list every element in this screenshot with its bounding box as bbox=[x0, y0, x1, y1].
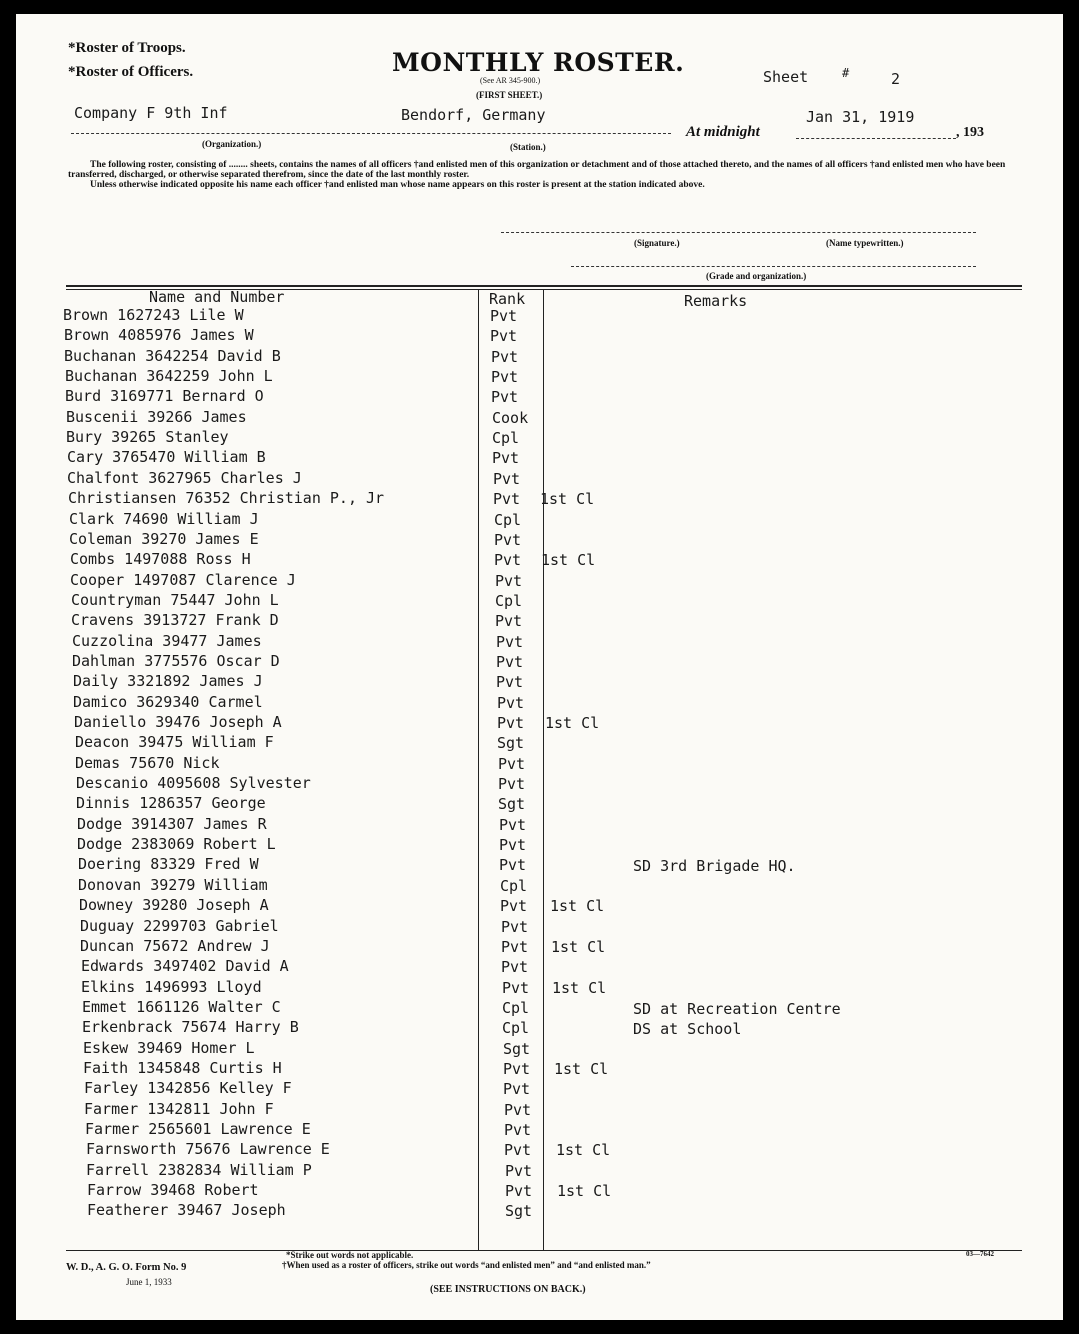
row-name: Featherer 39467 Joseph bbox=[87, 1201, 286, 1220]
station-value: Bendorf, Germany bbox=[401, 106, 546, 124]
row-rank: Cpl bbox=[502, 998, 530, 1017]
row-rank: Pvt bbox=[503, 1080, 531, 1099]
row-name: Descanio 4095608 Sylvester bbox=[76, 774, 311, 793]
row-name: Downey 39280 Joseph A bbox=[79, 896, 269, 915]
page-title: MONTHLY ROSTER. bbox=[392, 48, 685, 77]
row-class: 1st Cl bbox=[541, 551, 596, 570]
column-header-remarks: Remarks bbox=[684, 292, 748, 310]
row-name: Farmer 2565601 Lawrence E bbox=[85, 1120, 311, 1138]
row-rank: Cpl bbox=[495, 591, 523, 610]
row-rank: Pvt bbox=[501, 937, 529, 956]
rank-remarks-divider bbox=[543, 290, 544, 1250]
row-name: Emmet 1661126 Walter C bbox=[82, 997, 281, 1016]
row-rank: Pvt bbox=[502, 978, 530, 997]
row-class: 1st Cl bbox=[557, 1182, 612, 1201]
organization-value: Company F 9th Inf bbox=[74, 104, 228, 122]
form-date: June 1, 1933 bbox=[126, 1277, 172, 1287]
row-name: Dodge 2383069 Robert L bbox=[77, 835, 276, 854]
see-ar-note: (See AR 345-900.) bbox=[480, 76, 541, 85]
grade-line bbox=[571, 266, 976, 267]
organization-caption: (Organization.) bbox=[202, 139, 262, 149]
row-name: Cooper 1497087 Clarence J bbox=[70, 570, 296, 589]
row-name: Combs 1497088 Ross H bbox=[70, 550, 251, 569]
name-rank-divider bbox=[478, 290, 479, 1250]
row-class: 1st Cl bbox=[550, 897, 605, 916]
row-name: Doering 83329 Fred W bbox=[78, 855, 259, 874]
row-name: Deacon 39475 William F bbox=[75, 733, 274, 752]
signature-line bbox=[501, 232, 976, 233]
row-name: Donovan 39279 William bbox=[78, 875, 268, 894]
row-rank: Pvt bbox=[505, 1182, 533, 1201]
row-name: Dinnis 1286357 George bbox=[76, 794, 266, 813]
row-rank: Pvt bbox=[498, 775, 526, 794]
signature-caption: (Signature.) bbox=[634, 238, 680, 248]
row-name: Coleman 39270 James E bbox=[69, 529, 259, 548]
table-top-rule bbox=[66, 285, 1022, 287]
row-rank: Pvt bbox=[497, 693, 525, 712]
row-name: Dodge 3914307 James R bbox=[77, 814, 267, 833]
row-rank: Pvt bbox=[505, 1161, 533, 1180]
row-class: 1st Cl bbox=[540, 490, 595, 509]
row-name: Farrell 2382834 William P bbox=[86, 1160, 312, 1179]
row-name: Daniello 39476 Joseph A bbox=[74, 713, 282, 731]
row-rank: Pvt bbox=[497, 714, 525, 732]
at-midnight-label: At midnight bbox=[686, 124, 760, 140]
row-rank: Pvt bbox=[490, 327, 518, 346]
row-class: 1st Cl bbox=[545, 714, 600, 732]
row-name: Duguay 2299703 Gabriel bbox=[80, 916, 279, 935]
row-rank: Cpl bbox=[500, 876, 528, 895]
row-rank: Pvt bbox=[491, 368, 519, 387]
date-field-line bbox=[796, 138, 956, 139]
row-class: 1st Cl bbox=[556, 1141, 611, 1160]
row-rank: Pvt bbox=[504, 1121, 532, 1139]
row-name: Dahlman 3775576 Oscar D bbox=[72, 651, 280, 670]
row-rank: Pvt bbox=[496, 673, 524, 692]
first-sheet-note: (FIRST SHEET.) bbox=[476, 90, 543, 100]
roster-page bbox=[16, 14, 1063, 1320]
row-rank: Pvt bbox=[499, 836, 527, 855]
instructions-note: (SEE INSTRUCTIONS ON BACK.) bbox=[430, 1284, 586, 1295]
table-bottom-rule bbox=[66, 1250, 1022, 1251]
row-rank: Pvt bbox=[504, 1141, 532, 1160]
row-name: Buchanan 3642259 John L bbox=[65, 367, 273, 386]
column-header-name: Name and Number bbox=[149, 288, 285, 306]
presence-statement: Unless otherwise indicated opposite his name each officer †and enlisted man whose name appears on this roster is present at the station indicated above. bbox=[90, 180, 705, 190]
row-rank: Pvt bbox=[499, 815, 527, 834]
footnote-strike: *Strike out words not applicable. bbox=[286, 1250, 414, 1260]
row-name: Farmer 1342811 John F bbox=[84, 1099, 274, 1118]
station-caption: (Station.) bbox=[510, 142, 546, 152]
header-field-line bbox=[71, 133, 671, 134]
roster-of-troops-label: *Roster of Troops. bbox=[68, 40, 186, 56]
row-rank: Pvt bbox=[501, 958, 529, 977]
row-rank: Pvt bbox=[494, 530, 522, 549]
row-name: Countryman 75447 John L bbox=[71, 590, 279, 609]
sheet-number-mark: # bbox=[842, 66, 850, 80]
name-typewritten-caption: (Name typewritten.) bbox=[826, 238, 904, 248]
row-name: Cary 3765470 William B bbox=[67, 448, 266, 467]
row-name: Christiansen 76352 Christian P., Jr bbox=[68, 489, 385, 508]
row-rank: Cook bbox=[492, 408, 529, 427]
row-name: Farley 1342856 Kelley F bbox=[84, 1079, 292, 1098]
row-rank: Pvt bbox=[491, 388, 519, 407]
row-name: Clark 74690 William J bbox=[69, 509, 259, 528]
row-class: 1st Cl bbox=[554, 1059, 609, 1078]
row-rank: Pvt bbox=[495, 612, 523, 631]
print-code: 03—7642 bbox=[966, 1250, 994, 1258]
row-rank: Pvt bbox=[504, 1100, 532, 1119]
row-name: Duncan 75672 Andrew J bbox=[80, 936, 270, 955]
row-class: 1st Cl bbox=[551, 937, 606, 956]
row-rank: Pvt bbox=[499, 856, 527, 875]
roster-of-officers-label: *Roster of Officers. bbox=[68, 64, 194, 80]
row-rank: Pvt bbox=[496, 652, 524, 671]
row-rank: Pvt bbox=[498, 754, 526, 773]
row-rank: Pvt bbox=[500, 897, 528, 916]
row-rank: Pvt bbox=[492, 449, 520, 468]
row-remarks: SD at Recreation Centre bbox=[633, 999, 841, 1018]
row-name: Faith 1345848 Curtis H bbox=[83, 1058, 282, 1077]
row-name: Daily 3321892 James J bbox=[73, 672, 263, 691]
grade-caption: (Grade and organization.) bbox=[706, 271, 807, 281]
row-rank: Pvt bbox=[493, 469, 521, 488]
row-rank: Sgt bbox=[497, 734, 525, 753]
row-name: Damico 3629340 Carmel bbox=[73, 692, 263, 711]
row-name: Edwards 3497402 David A bbox=[81, 957, 289, 976]
row-name: Chalfont 3627965 Charles J bbox=[67, 468, 302, 487]
row-rank: Sgt bbox=[505, 1202, 533, 1221]
sheet-number: 2 bbox=[891, 70, 901, 88]
row-rank: Pvt bbox=[491, 347, 519, 366]
row-class: 1st Cl bbox=[552, 978, 607, 997]
row-rank: Pvt bbox=[493, 490, 521, 509]
row-remarks: SD 3rd Brigade HQ. bbox=[633, 857, 796, 876]
row-name: Brown 1627243 Lile W bbox=[63, 306, 244, 324]
row-rank: Pvt bbox=[503, 1059, 531, 1078]
row-name: Elkins 1496993 Lloyd bbox=[81, 977, 262, 996]
row-name: Brown 4085976 James W bbox=[64, 326, 254, 345]
row-rank: Pvt bbox=[496, 632, 524, 651]
row-name: Bury 39265 Stanley bbox=[66, 428, 229, 447]
row-remarks: DS at School bbox=[633, 1020, 742, 1039]
footnote-officers: †When used as a roster of officers, strike out words “and enlisted men” and “and enlisted man.” bbox=[282, 1260, 651, 1270]
row-rank: Pvt bbox=[494, 551, 522, 570]
row-rank: Sgt bbox=[498, 795, 526, 814]
row-rank: Pvt bbox=[501, 917, 529, 936]
row-name: Farnsworth 75676 Lawrence E bbox=[86, 1140, 330, 1159]
row-name: Eskew 39469 Homer L bbox=[83, 1038, 255, 1057]
row-rank: Cpl bbox=[494, 510, 522, 529]
year-suffix: , 193 bbox=[956, 125, 984, 140]
column-header-rank: Rank bbox=[489, 290, 526, 308]
roster-statement: The following roster, consisting of ........ sheets, contains the names of all officers †and enlisted men of this organization or detachment and of those attached thereto, and the names of all officers †and enlisted men who have been transferred, discharged, or otherwise separated therefrom, since the date of the last monthly roster. bbox=[68, 160, 1006, 180]
row-name: Erkenbrack 75674 Harry B bbox=[82, 1018, 299, 1037]
row-rank: Cpl bbox=[502, 1019, 530, 1038]
row-name: Cravens 3913727 Frank D bbox=[71, 611, 279, 630]
row-name: Cuzzolina 39477 James bbox=[72, 631, 262, 650]
row-name: Demas 75670 Nick bbox=[75, 753, 220, 772]
form-number: W. D., A. G. O. Form No. 9 bbox=[66, 1262, 187, 1273]
row-rank: Pvt bbox=[490, 307, 518, 325]
row-name: Burd 3169771 Bernard O bbox=[65, 387, 264, 406]
row-name: Buscenii 39266 James bbox=[66, 407, 247, 426]
row-rank: Pvt bbox=[495, 571, 523, 590]
row-rank: Sgt bbox=[503, 1039, 531, 1058]
row-name: Farrow 39468 Robert bbox=[87, 1181, 259, 1200]
row-rank: Cpl bbox=[492, 429, 520, 448]
sheet-label: Sheet bbox=[763, 68, 809, 86]
row-name: Buchanan 3642254 David B bbox=[64, 346, 281, 365]
date-value: Jan 31, 1919 bbox=[806, 108, 915, 126]
